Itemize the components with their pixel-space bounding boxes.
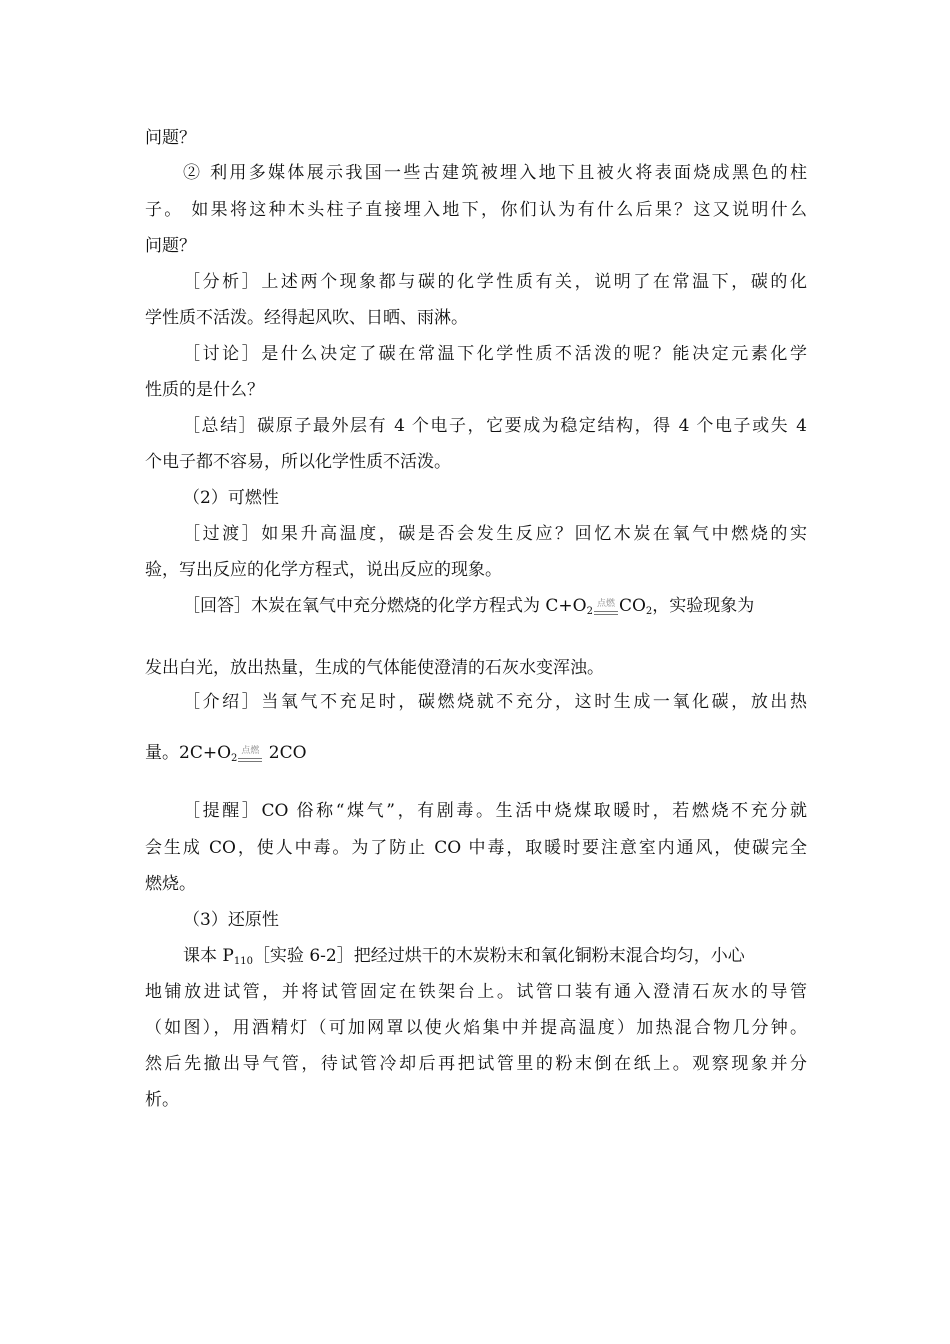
text-line: 会生成 CO，使人中毒。为了防止 CO 中毒，取暖时要注意室内通风，使碳完全	[145, 838, 807, 858]
reaction-condition: 点燃	[241, 746, 260, 756]
text-line: （如图），用酒精灯（可加网罩以使火焰集中并提高温度）加热混合物几分钟。	[145, 1018, 807, 1038]
text-line: 然后先撤出导气管，待试管冷却后再把试管里的粉末倒在纸上。观察现象并分	[145, 1054, 807, 1074]
summary-paragraph: ［总结］碳原子最外层有 4 个电子，它要成为稳定结构，得 4 个电子或失 4	[183, 416, 807, 436]
text-line: 析。	[145, 1090, 179, 1110]
text-segment: CO	[618, 596, 646, 616]
discussion-paragraph: ［讨论］是什么决定了碳在常温下化学性质不活泼的呢？能决定元素化学	[183, 344, 807, 364]
subscript: 2	[586, 606, 593, 617]
section-heading: （2）可燃性	[183, 488, 279, 508]
text-segment: 量。2C+O	[145, 743, 232, 763]
text-line: 问题？	[145, 236, 196, 256]
text-segment: ［回答］木炭在氧气中充分燃烧的化学方程式为 C+O	[183, 596, 587, 616]
reaction-arrow	[593, 594, 619, 618]
text-line: 子。 如果将这种木头柱子直接埋入地下，你们认为有什么后果？这又说明什么	[145, 200, 807, 220]
text-line: 性质的是什么？	[145, 380, 264, 400]
text-segment: ［实验 6-2］把经过烘干的木炭粉末和氧化铜粉末混合均匀，小心	[252, 946, 745, 966]
experiment-paragraph	[183, 944, 807, 968]
subscript: 2	[645, 606, 653, 617]
introduction-paragraph: ［介绍］当氧气不充足时，碳燃烧就不充分，这时生成一氧化碳，放出热	[183, 692, 807, 712]
transition-paragraph: ［过渡］如果升高温度，碳是否会发生反应？回忆木炭在氧气中燃烧的实	[183, 524, 807, 544]
equation-line	[145, 741, 807, 765]
equals-sign	[238, 758, 262, 762]
reaction-condition: 点燃	[596, 599, 615, 609]
section-heading: （3）还原性	[183, 910, 279, 930]
text-line: 发出白光，放出热量，生成的气体能使澄清的石灰水变浑浊。	[145, 658, 604, 678]
equation-line	[183, 594, 807, 618]
equals-sign	[594, 611, 618, 615]
subscript: 2	[231, 753, 238, 764]
text-line: 问题？	[145, 128, 196, 148]
text-line: 个电子都不容易，所以化学性质不活泼。	[145, 452, 451, 472]
text-segment: ，实验现象为	[652, 596, 755, 616]
text-line: ② 利用多媒体展示我国一些古建筑被埋入地下且被火将表面烧成黑色的柱	[183, 163, 807, 183]
text-line: 地铺放进试管，并将试管固定在铁架台上。试管口装有通入澄清石灰水的导管	[145, 982, 807, 1002]
reminder-paragraph: ［提醒］CO 俗称“煤气”，有剧毒。生活中烧煤取暖时，若燃烧不充分就	[183, 801, 807, 821]
text-line: 燃烧。	[145, 874, 196, 894]
reaction-arrow	[237, 741, 263, 765]
text-line: 学性质不活泼。经得起风吹、日晒、雨淋。	[145, 308, 468, 328]
subscript: 110	[233, 956, 253, 967]
text-segment: 2CO	[263, 743, 307, 763]
analysis-paragraph: ［分析］上述两个现象都与碳的化学性质有关，说明了在常温下，碳的化	[183, 272, 807, 292]
text-segment: 课本 P	[183, 946, 234, 966]
text-line: 验，写出反应的化学方程式，说出反应的现象。	[145, 560, 502, 580]
